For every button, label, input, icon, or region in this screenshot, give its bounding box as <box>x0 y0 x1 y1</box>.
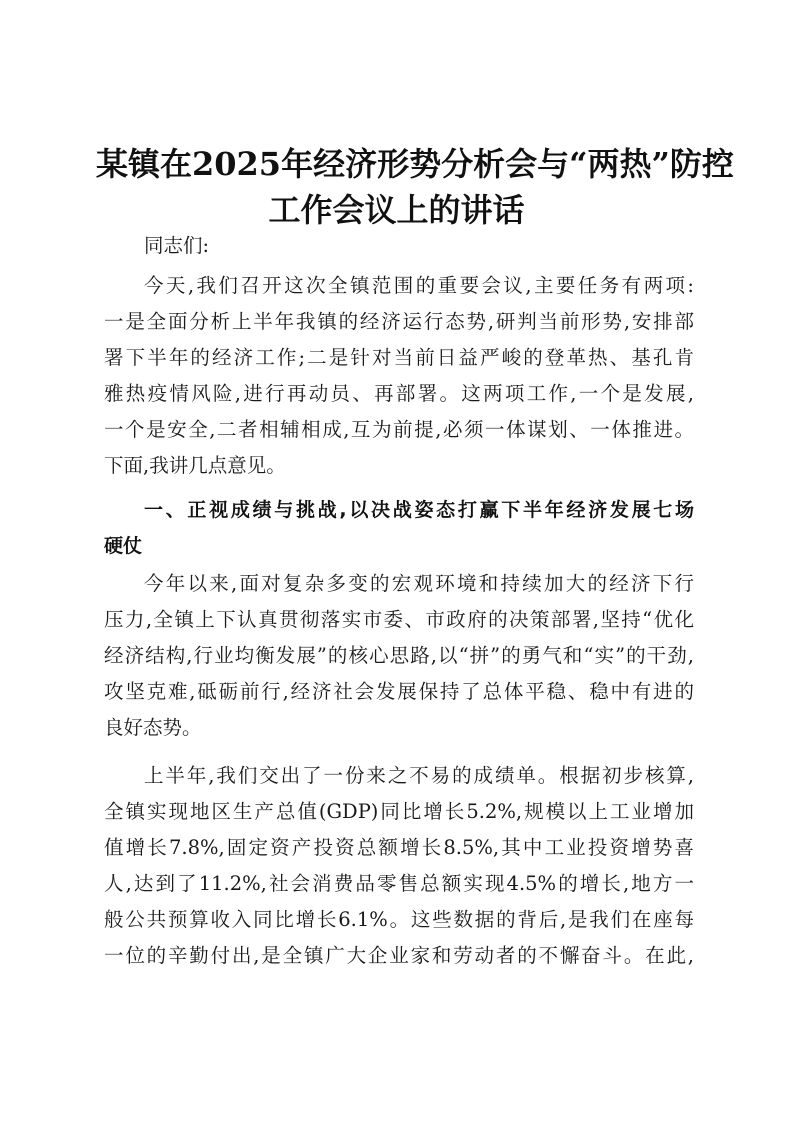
document-title-line-1: 某镇在2025年经济形势分析会与“两热”防控 <box>96 145 734 183</box>
paragraph-3-line-3: 值增长7.8%,固定资产投资总额增长8.5%,其中工业投资增势喜 <box>104 836 694 859</box>
document-title-line-2: 工作会议上的讲话 <box>268 191 525 229</box>
paragraph-2-line-2: 压力,全镇上下认真贯彻落实市委、市政府的决策部署,坚持“优化 <box>104 608 694 631</box>
paragraph-3-line-1: 上半年,我们交出了一份来之不易的成绩单。根据初步核算, <box>144 764 694 787</box>
paragraph-3-line-6: 一位的辛勤付出,是全镇广大企业家和劳动者的不懈奋斗。在此, <box>104 944 694 967</box>
paragraph-1-line-6: 下面,我讲几点意见。 <box>104 454 286 477</box>
paragraph-3-line-4: 人,达到了11.2%,社会消费品零售总额实现4.5%的增长,地方一 <box>104 872 694 895</box>
paragraph-1-line-1: 今天,我们召开这次全镇范围的重要会议,主要任务有两项: <box>144 274 694 297</box>
section-1-heading-line-1: 一、正视成绩与挑战,以决战姿态打赢下半年经济发展七场 <box>144 499 694 521</box>
paragraph-3-line-5: 般公共预算收入同比增长6.1%。这些数据的背后,是我们在座每 <box>104 908 694 931</box>
paragraph-1-line-2: 一是全面分析上半年我镇的经济运行态势,研判当前形势,安排部 <box>104 310 694 333</box>
paragraph-2-line-1: 今年以来,面对复杂多变的宏观环境和持续加大的经济下行 <box>144 572 694 595</box>
paragraph-2-line-3: 经济结构,行业均衡发展”的核心思路,以“拼”的勇气和“实”的干劲, <box>104 644 694 667</box>
paragraph-1-line-5: 一个是安全,二者相辅相成,互为前提,必须一体谋划、一体推进。 <box>104 418 694 441</box>
paragraph-1-line-3: 署下半年的经济工作;二是针对当前日益严峻的登革热、基孔肯 <box>104 346 694 369</box>
paragraph-2-line-4: 攻坚克难,砥砺前行,经济社会发展保持了总体平稳、稳中有进的 <box>104 680 694 703</box>
section-1-heading-line-2: 硬仗 <box>104 535 143 557</box>
paragraph-1-line-4: 雅热疫情风险,进行再动员、再部署。这两项工作,一个是发展, <box>104 382 694 405</box>
paragraph-3-line-2: 全镇实现地区生产总值(GDP)同比增长5.2%,规模以上工业增加 <box>104 800 694 823</box>
salutation: 同志们: <box>144 234 210 257</box>
paragraph-2-line-5: 良好态势。 <box>104 716 202 739</box>
